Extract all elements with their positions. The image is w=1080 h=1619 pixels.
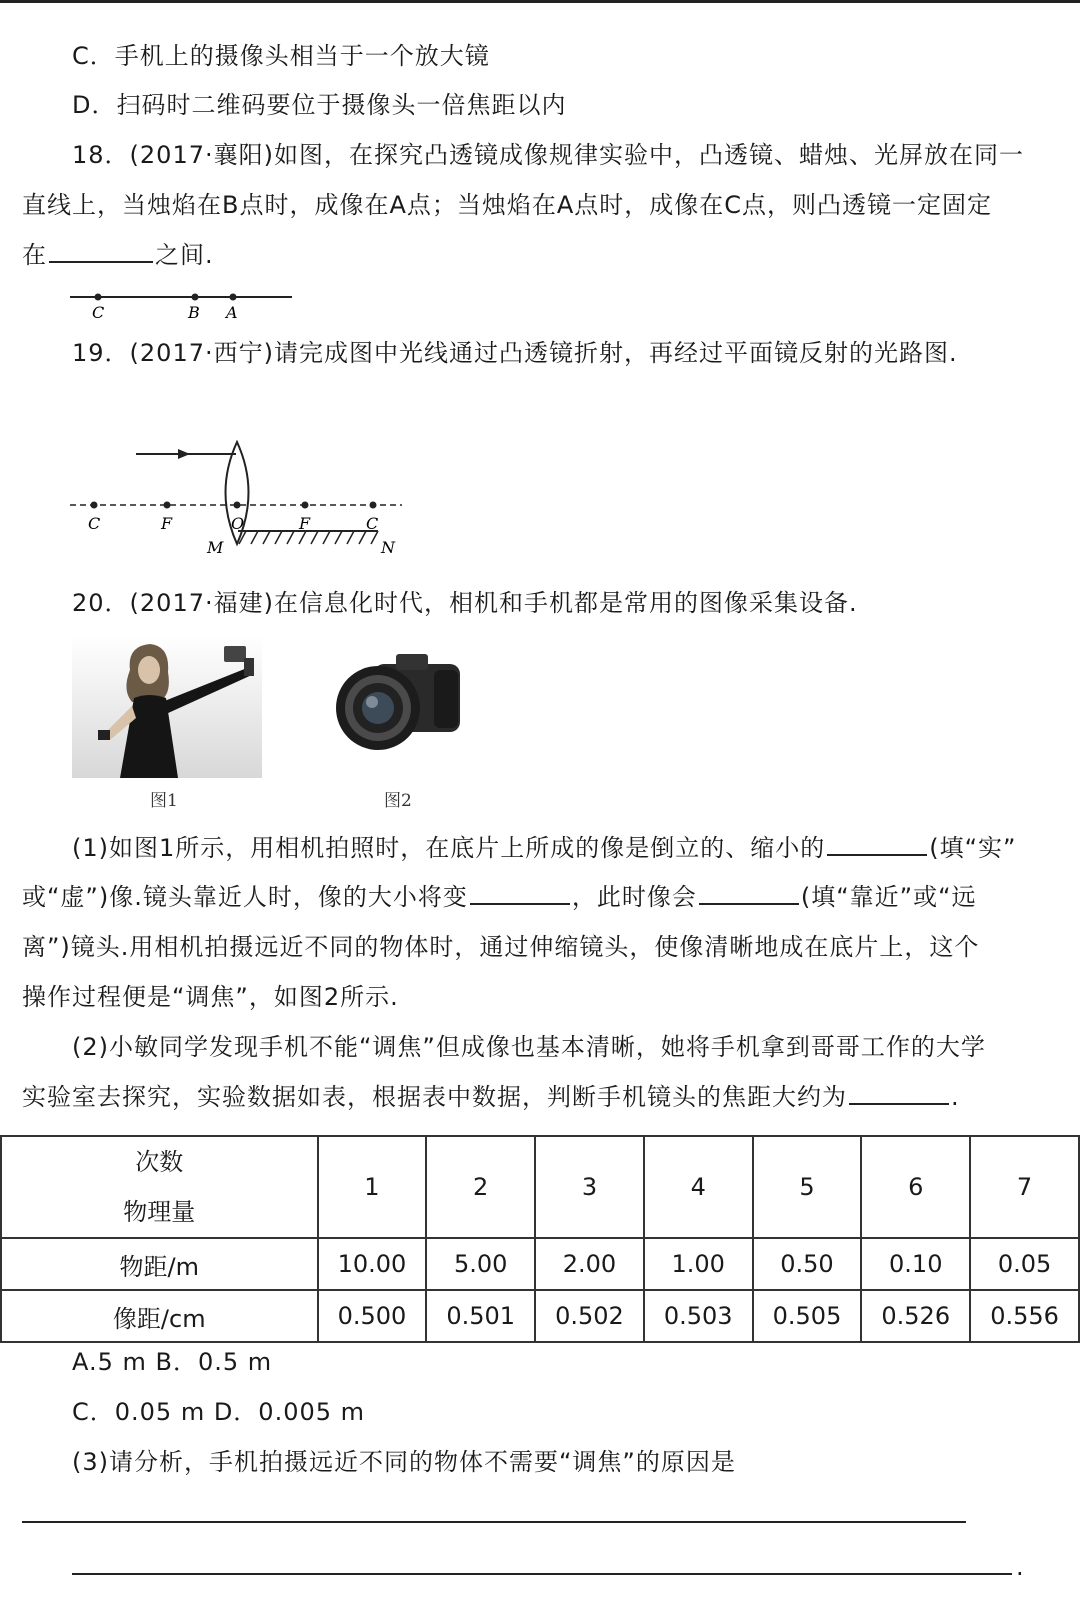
q20-figure2-caption: 图2 bbox=[384, 791, 412, 811]
q20-p1-line3: 离”)镜头.用相机拍摄远近不同的物体时，通过伸缩镜头，使像清晰地成在底片上，这个 bbox=[22, 933, 980, 961]
column-header: 5 bbox=[753, 1136, 862, 1238]
q20-p1-line1 bbox=[72, 833, 1017, 863]
q19-label-c-left: C bbox=[88, 514, 101, 533]
q20-blank-near-far[interactable] bbox=[699, 883, 799, 905]
q20-p2-text-b: . bbox=[951, 1083, 960, 1111]
q19-ray-arrow bbox=[178, 449, 190, 459]
q19-label-m: M bbox=[207, 538, 224, 557]
column-header: 4 bbox=[644, 1136, 753, 1238]
q20-figure2-image bbox=[330, 650, 466, 760]
table-cell: 5.00 bbox=[426, 1238, 535, 1290]
q17-option-d: D．扫码时二维码要位于摄像头一倍焦距以内 bbox=[72, 91, 567, 119]
q18-stem-line3 bbox=[22, 240, 214, 270]
q20-options-cd: C．0.05 m D．0.005 m bbox=[72, 1398, 366, 1426]
table-cell: 0.502 bbox=[535, 1290, 644, 1342]
q18-label-a: A bbox=[226, 303, 238, 322]
q20-p3-text: (3)请分析，手机拍摄远近不同的物体不需要“调焦”的原因是 bbox=[72, 1448, 736, 1476]
q18-label-b: B bbox=[188, 303, 200, 322]
table-cell: 0.503 bbox=[644, 1290, 753, 1342]
q18-figure bbox=[60, 285, 320, 325]
table-cell: 0.556 bbox=[970, 1290, 1079, 1342]
table-row-image-distance bbox=[1, 1290, 1079, 1342]
table-cell: 0.526 bbox=[861, 1290, 970, 1342]
q18-text-pre: 在 bbox=[22, 241, 47, 269]
q20-options-ab: A.5 m B．0.5 m bbox=[72, 1348, 273, 1376]
q20-figure1-caption: 图1 bbox=[150, 791, 178, 811]
table-cell: 0.50 bbox=[753, 1238, 862, 1290]
q19-point-c-right bbox=[370, 502, 377, 509]
q17-option-c: C．手机上的摄像头相当于一个放大镜 bbox=[72, 42, 490, 70]
q19-point-f-left bbox=[164, 502, 171, 509]
q20-p3-answer-line-2[interactable] bbox=[72, 1573, 1012, 1575]
q19-label-n: N bbox=[381, 538, 395, 557]
q18-stem-line2: 直线上，当烛焰在B点时，成像在A点；当烛焰在A点时，成像在C点，则凸透镜一定固定 bbox=[22, 191, 993, 219]
q20-end-period: . bbox=[1016, 1553, 1025, 1581]
row-label: 物距/m bbox=[1, 1238, 318, 1290]
q20-p1-text-c: 或“虚”)像.镜头靠近人时，像的大小将变 bbox=[22, 883, 468, 911]
table-row-object-distance bbox=[1, 1238, 1079, 1290]
q20-figure1-image bbox=[72, 636, 262, 778]
q20-p1-text-a: (1)如图1所示，用相机拍照时，在底片上所成的像是倒立的、缩小的 bbox=[72, 834, 826, 862]
q20-p1-line2 bbox=[22, 882, 977, 912]
column-header: 2 bbox=[426, 1136, 535, 1238]
q20-p1-text-b: (填“实” bbox=[929, 834, 1017, 862]
q20-blank-image-size[interactable] bbox=[470, 883, 570, 905]
q18-point-a bbox=[230, 294, 237, 301]
q18-label-c: C bbox=[92, 303, 105, 322]
q19-label-f-right: F bbox=[299, 514, 311, 533]
column-header: 6 bbox=[861, 1136, 970, 1238]
q20-p2-line1: (2)小敏同学发现手机不能“调焦”但成像也基本清晰，她将手机拿到哥哥工作的大学 bbox=[72, 1033, 986, 1061]
q19-label-c-right: C bbox=[366, 514, 379, 533]
table-cell: 0.10 bbox=[861, 1238, 970, 1290]
q18-answer-blank[interactable] bbox=[49, 241, 153, 263]
q20-p3-answer-line-1[interactable] bbox=[22, 1521, 966, 1523]
row-label: 像距/cm bbox=[1, 1290, 318, 1342]
table-cell: 1.00 bbox=[644, 1238, 753, 1290]
q19-figure bbox=[60, 440, 420, 570]
column-header: 3 bbox=[535, 1136, 644, 1238]
column-header: 7 bbox=[970, 1136, 1079, 1238]
table-cell: 10.00 bbox=[318, 1238, 427, 1290]
q20-p1-text-e: (填“靠近”或“远 bbox=[800, 883, 977, 911]
q20-data-table bbox=[0, 1135, 1080, 1343]
q19-stem: 19．(2017·西宁)请完成图中光线通过凸透镜折射，再经过平面镜反射的光路图. bbox=[72, 339, 958, 367]
q20-p2-text-a: 实验室去探究，实验数据如表，根据表中数据，判断手机镜头的焦距大约为 bbox=[22, 1083, 847, 1111]
q20-p1-text-d: ，此时像会 bbox=[571, 883, 697, 911]
q20-intro: 20．(2017·福建)在信息化时代，相机和手机都是常用的图像采集设备. bbox=[72, 589, 858, 617]
q18-point-c bbox=[95, 294, 102, 301]
q20-p2-line2 bbox=[22, 1082, 960, 1112]
q18-text-post: 之间. bbox=[155, 241, 214, 269]
q20-p1-line4: 操作过程便是“调焦”，如图2所示. bbox=[22, 983, 399, 1011]
table-cell: 2.00 bbox=[535, 1238, 644, 1290]
table-header-row bbox=[1, 1136, 1079, 1238]
table-header-corner bbox=[1, 1136, 318, 1238]
table-cell: 0.505 bbox=[753, 1290, 862, 1342]
q18-point-b bbox=[192, 294, 199, 301]
q19-point-f-right bbox=[302, 502, 309, 509]
q19-point-o bbox=[234, 502, 241, 509]
table-cell: 0.05 bbox=[970, 1238, 1079, 1290]
table-cell: 0.500 bbox=[318, 1290, 427, 1342]
q18-stem-line1: 18．(2017·襄阳)如图，在探究凸透镜成像规律实验中，凸透镜、蜡烛、光屏放在同一 bbox=[72, 141, 1024, 169]
table-cell: 0.501 bbox=[426, 1290, 535, 1342]
column-header: 1 bbox=[318, 1136, 427, 1238]
q19-point-c-left bbox=[91, 502, 98, 509]
q20-blank-focal-length[interactable] bbox=[849, 1083, 949, 1105]
header-trial-label: 次数 bbox=[135, 1148, 184, 1176]
q20-blank-real-virtual[interactable] bbox=[827, 834, 927, 856]
q19-label-f-left: F bbox=[161, 514, 173, 533]
top-rule bbox=[0, 0, 1080, 3]
q19-label-o: O bbox=[231, 514, 245, 533]
header-quantity-label: 物理量 bbox=[123, 1198, 196, 1226]
